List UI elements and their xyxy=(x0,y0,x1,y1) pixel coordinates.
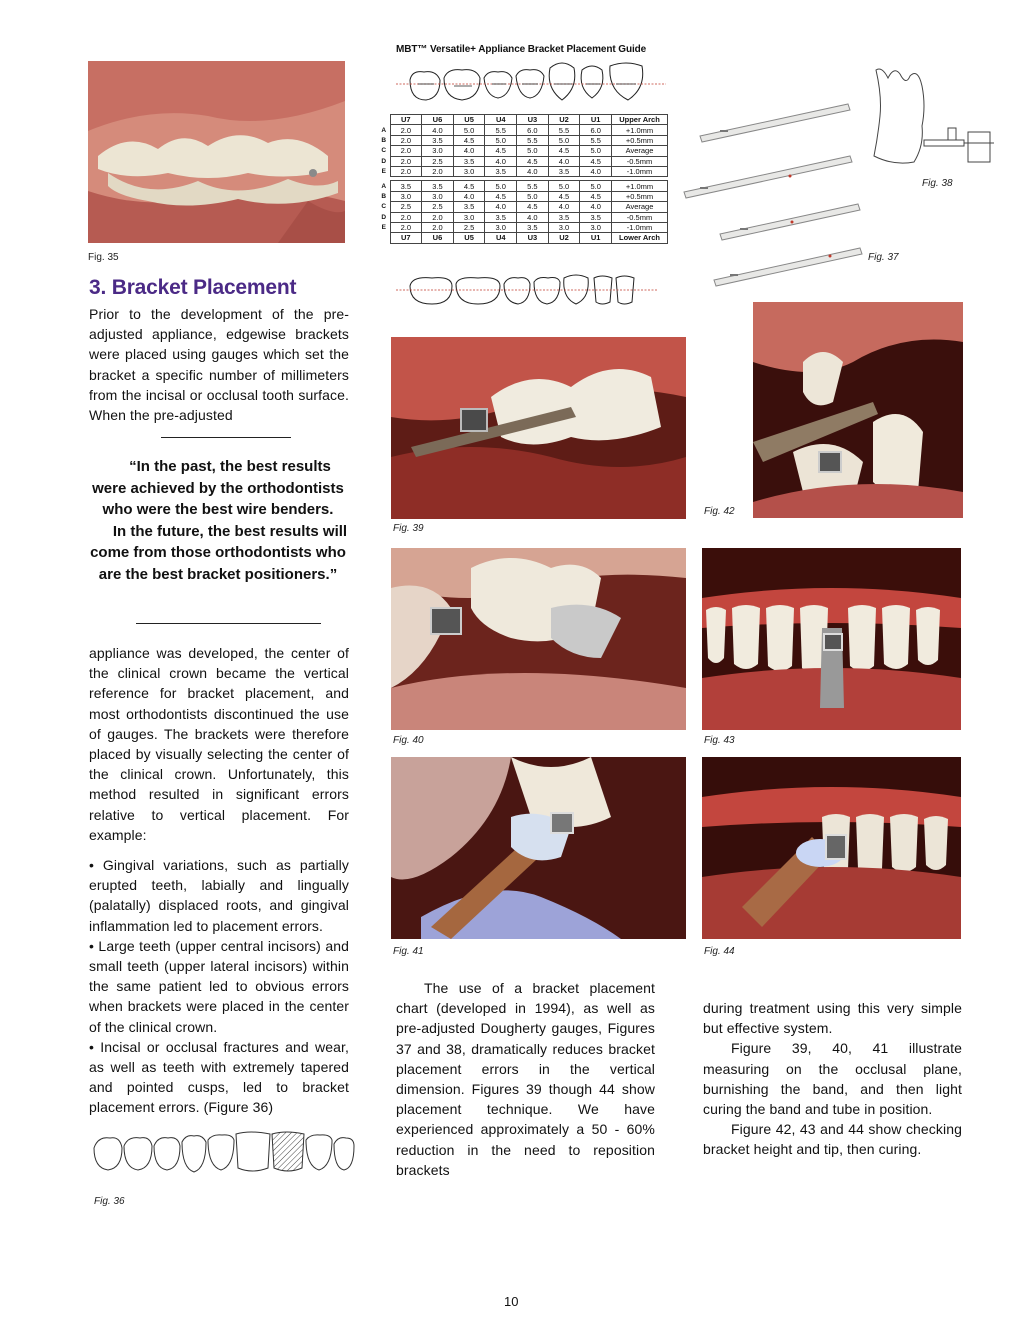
lower-cell: Average xyxy=(612,202,668,212)
quote-line-2: In the future, the best results will come from those orthodontists who are the best bracket positioners.” xyxy=(90,522,348,583)
intro-paragraph xyxy=(89,304,349,425)
upper-cell: 4.0 xyxy=(517,166,549,176)
fig38-drawing xyxy=(864,66,994,170)
fig40-label: Fig. 40 xyxy=(393,735,424,746)
lower-teeth-diagram xyxy=(396,272,658,308)
upper-cell: 5.0 xyxy=(548,135,580,145)
upper-row xyxy=(378,166,668,176)
bullet-3: • Incisal or occlusal fractures and wear, as well as teeth with extremely tapered and pointed cusps, led to bracket placement errors. (Figure 36) xyxy=(89,1038,349,1116)
lower-cell: 4.0 xyxy=(548,202,580,212)
upper-col-u3: U3 xyxy=(517,115,549,125)
lower-cell: 3.5 xyxy=(548,212,580,222)
lower-col-u7: U7 xyxy=(390,233,422,243)
fig39-label: Fig. 39 xyxy=(393,523,424,534)
lower-row-letter: E xyxy=(381,224,386,232)
lower-row xyxy=(378,181,668,191)
upper-row-letter: B xyxy=(381,136,387,144)
lower-cell: 5.0 xyxy=(548,181,580,191)
upper-cell: 5.0 xyxy=(485,135,517,145)
lower-row xyxy=(378,191,668,201)
lower-cell: 4.5 xyxy=(580,191,612,201)
lower-cell: 2.0 xyxy=(422,222,454,232)
upper-cell: 5.5 xyxy=(485,125,517,135)
continuation-text: appliance was developed, the center of the clinical crown became the vertical reference for bracket placement, and most orthodontists discontinued the use of gauges. The brackets were therefore placed by visually selecting the center of the clinical crown. Unfortunately, this method resulted in significant errors relative to vertical placement. For example: xyxy=(89,645,349,843)
upper-row xyxy=(378,125,668,135)
lower-cell: 5.5 xyxy=(517,181,549,191)
upper-row-letter: D xyxy=(381,157,387,165)
upper-cell: 2.0 xyxy=(390,156,422,166)
lower-row-letter: B xyxy=(381,192,387,200)
bullet-2: • Large teeth (upper central incisors) and small teeth (upper lateral incisors) within the same patient led to obvious errors when brackets were placed in the center of the clinical crown. xyxy=(89,937,349,1035)
upper-cell: 4.5 xyxy=(485,146,517,156)
upper-cell: 4.5 xyxy=(548,146,580,156)
upper-cell: 4.5 xyxy=(453,135,485,145)
upper-cell: 5.0 xyxy=(453,125,485,135)
upper-cell: 2.0 xyxy=(390,166,422,176)
lower-cell: +0.5mm xyxy=(612,191,668,201)
upper-cell: 2.0 xyxy=(390,135,422,145)
lower-cell: 3.5 xyxy=(390,181,422,191)
upper-cell: 2.5 xyxy=(422,156,454,166)
fig41-photo xyxy=(391,757,686,939)
lower-cell: 4.0 xyxy=(580,202,612,212)
fig44-photo xyxy=(702,757,961,939)
lower-cell: 4.5 xyxy=(548,191,580,201)
lower-cell: 5.0 xyxy=(580,181,612,191)
middle-text: The use of a bracket placement chart (developed in 1994), as well as pre-adjusted Dougherty gauges, Figures 37 and 38, dramatically reduces bracket placement errors in the vertical dimension. Figures 39 though 44 show placement technique. We have experienced approximately a 50 - 60% reduction in the need to reposition brackets xyxy=(396,980,655,1178)
lower-cell: 3.0 xyxy=(390,191,422,201)
lower-row xyxy=(378,202,668,212)
fig35-photo xyxy=(88,61,345,243)
upper-cell: 2.0 xyxy=(422,166,454,176)
lower-cell: +1.0mm xyxy=(612,181,668,191)
fig42-label: Fig. 42 xyxy=(704,506,735,517)
upper-cell: 6.0 xyxy=(517,125,549,135)
upper-cell: 5.0 xyxy=(580,146,612,156)
lower-cell: 2.5 xyxy=(453,222,485,232)
upper-cell: +1.0mm xyxy=(612,125,668,135)
upper-cell: 6.0 xyxy=(580,125,612,135)
upper-cell: 2.0 xyxy=(390,146,422,156)
lower-col-arch: Lower Arch xyxy=(612,233,668,243)
lower-row-letter: A xyxy=(381,182,387,190)
bullet-1: • Gingival variations, such as partially erupted teeth, labially and lingually (palatally) displaced roots, and gingival inflammation led to placement errors. xyxy=(89,857,349,934)
lower-cell: 4.5 xyxy=(517,202,549,212)
upper-col-u1: U1 xyxy=(580,115,612,125)
upper-cell: 3.5 xyxy=(453,156,485,166)
upper-row-letter: C xyxy=(381,147,387,155)
upper-cell: 4.0 xyxy=(422,125,454,135)
upper-cell: 5.5 xyxy=(517,135,549,145)
lower-cell: 4.0 xyxy=(485,202,517,212)
lower-cell: 3.5 xyxy=(422,181,454,191)
lower-cell: 4.0 xyxy=(453,191,485,201)
fig43-photo xyxy=(702,548,961,730)
upper-row xyxy=(378,146,668,156)
fig38-label: Fig. 38 xyxy=(922,178,953,189)
upper-cell: +0.5mm xyxy=(612,135,668,145)
lower-cell: 2.0 xyxy=(390,222,422,232)
upper-cell: 4.5 xyxy=(580,156,612,166)
upper-cell: 5.0 xyxy=(517,146,549,156)
pull-quote xyxy=(87,456,349,586)
lower-row xyxy=(378,222,668,232)
lower-col-u4: U4 xyxy=(485,233,517,243)
lower-cell: 3.0 xyxy=(580,222,612,232)
fig44-label: Fig. 44 xyxy=(704,946,735,957)
upper-cell: 4.0 xyxy=(580,166,612,176)
lower-col-u1: U1 xyxy=(580,233,612,243)
bracket-placement-table xyxy=(378,114,668,244)
lower-row-letter: C xyxy=(381,203,387,211)
fig41-label: Fig. 41 xyxy=(393,946,424,957)
middle-column-text xyxy=(396,978,655,1180)
upper-col-u7: U7 xyxy=(390,115,422,125)
upper-cell: 5.5 xyxy=(580,135,612,145)
upper-cell: -0.5mm xyxy=(612,156,668,166)
lower-cell: 2.0 xyxy=(422,212,454,222)
lower-row xyxy=(378,212,668,222)
fig36-label: Fig. 36 xyxy=(94,1196,125,1207)
right-column-text xyxy=(703,998,962,1160)
lower-cell: 2.5 xyxy=(390,202,422,212)
upper-row-letter: E xyxy=(381,168,386,176)
lower-cell: 3.5 xyxy=(485,212,517,222)
lower-cell: 3.0 xyxy=(485,222,517,232)
lower-cell: -1.0mm xyxy=(612,222,668,232)
lower-cell: 3.5 xyxy=(580,212,612,222)
lower-col-u6: U6 xyxy=(422,233,454,243)
lower-cell: 4.0 xyxy=(517,212,549,222)
page-number: 10 xyxy=(504,1294,519,1309)
quote-line-1: “In the past, the best results were achieved by the orthodontists who were the best wire benders. xyxy=(92,458,344,519)
upper-col-u4: U4 xyxy=(485,115,517,125)
lower-col-u2: U2 xyxy=(548,233,580,243)
fig35-label: Fig. 35 xyxy=(88,252,119,263)
right-text-3: Figure 42, 43 and 44 show checking bracket height and tip, then curing. xyxy=(703,1121,962,1158)
upper-cell: 3.0 xyxy=(422,146,454,156)
lower-cell: 4.5 xyxy=(485,191,517,201)
intro-text: Prior to the development of the pre-adjusted appliance, edgewise brackets were placed using gauges which set the bracket a specific number of millimeters from the incisal or occlusal tooth surface. When the pre-adjusted xyxy=(89,306,349,424)
lower-cell: -0.5mm xyxy=(612,212,668,222)
lower-cell: 2.5 xyxy=(422,202,454,212)
quote-top-rule xyxy=(161,437,291,438)
lower-cell: 5.0 xyxy=(517,191,549,201)
right-text-1: during treatment using this very simple but effective system. xyxy=(703,1000,962,1037)
upper-cell: 4.0 xyxy=(548,156,580,166)
upper-cell: 4.0 xyxy=(453,146,485,156)
fig43-label: Fig. 43 xyxy=(704,735,735,746)
upper-col-arch: Upper Arch xyxy=(612,115,668,125)
lower-rows xyxy=(378,181,668,233)
upper-cell: 4.0 xyxy=(485,156,517,166)
section-title: 3. Bracket Placement xyxy=(89,276,297,299)
upper-col-u5: U5 xyxy=(453,115,485,125)
chart-title: MBT™ Versatile+ Appliance Bracket Placement Guide xyxy=(396,44,647,55)
lower-cell: 3.5 xyxy=(453,202,485,212)
lower-col-u5: U5 xyxy=(453,233,485,243)
lower-cell: 3.5 xyxy=(517,222,549,232)
left-column-text xyxy=(89,643,349,1118)
lower-cell: 3.0 xyxy=(422,191,454,201)
upper-teeth-diagram xyxy=(396,60,666,104)
upper-cell: 5.5 xyxy=(548,125,580,135)
right-text-2: Figure 39, 40, 41 illustrate measuring on the occlusal plane, burnishing the band, and then light curing the band and tube in position. xyxy=(703,1040,962,1118)
fig37-gauges xyxy=(680,96,870,288)
upper-row xyxy=(378,156,668,166)
upper-col-u6: U6 xyxy=(422,115,454,125)
fig39-photo xyxy=(391,337,686,519)
lower-cell: 3.0 xyxy=(453,212,485,222)
lower-col-u3: U3 xyxy=(517,233,549,243)
lower-cell: 5.0 xyxy=(485,181,517,191)
lower-cell: 4.5 xyxy=(453,181,485,191)
upper-cell: 3.5 xyxy=(485,166,517,176)
fig37-label: Fig. 37 xyxy=(868,252,899,263)
upper-col-u2: U2 xyxy=(548,115,580,125)
fig36-drawing xyxy=(90,1130,356,1180)
upper-row-letter: A xyxy=(381,126,387,134)
quote-bottom-rule xyxy=(136,623,321,624)
fig42-photo xyxy=(753,302,963,518)
upper-cell: 3.5 xyxy=(548,166,580,176)
upper-cell: 2.0 xyxy=(390,125,422,135)
upper-rows xyxy=(378,125,668,177)
lower-row-letter: D xyxy=(381,213,387,221)
upper-cell: 4.5 xyxy=(517,156,549,166)
lower-cell: 2.0 xyxy=(390,212,422,222)
upper-cell: Average xyxy=(612,146,668,156)
upper-cell: 3.5 xyxy=(422,135,454,145)
upper-cell: -1.0mm xyxy=(612,166,668,176)
upper-row xyxy=(378,135,668,145)
upper-cell: 3.0 xyxy=(453,166,485,176)
fig40-photo xyxy=(391,548,686,730)
lower-cell: 3.0 xyxy=(548,222,580,232)
